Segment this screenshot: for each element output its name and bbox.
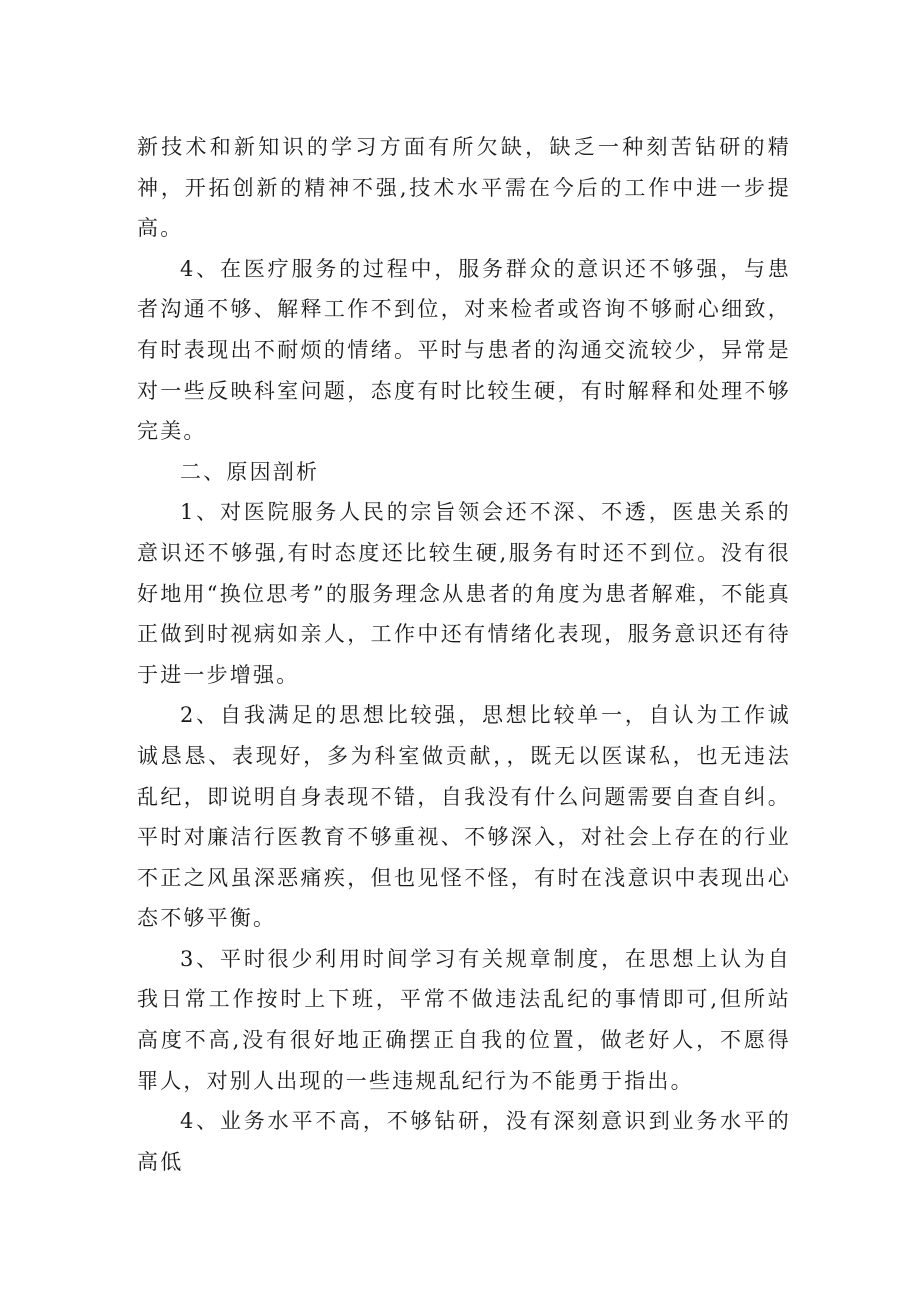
paragraph-item-4-service: 4、在医疗服务的过程中，服务群众的意识还不够强，与患者沟通不够、解释工作不到位，对来检者或咨询不够耐心细致，有时表现出不耐烦的情绪。平时与患者的沟通交流较少，异常是对一些反映科室问题，态度有时比较生硬，有时解释和处理不够完美。 (137, 256, 791, 444)
paragraph-continuation: 新技术和新知识的学习方面有所欠缺，缺乏一种刻苦钻研的精神，开拓创新的精神不强,技术水平需在今后的工作中进一步提高。 (137, 135, 791, 241)
paragraph-cause-2: 2、自我满足的思想比较强，思想比较单一，自认为工作诚诚恳恳、表现好，多为科室做贡献，，既无以医谋私，也无违法乱纪，即说明自身表现不错，自我没有什么问题需要自查自纠。平时对廉洁行医教育不够重视、不够深入，对社会上存在的行业不正之风虽深恶痛疾，但也见怪不怪，有时在浅意识中表现出心态不够平衡。 (137, 703, 791, 931)
paragraph-cause-4: 4、业务水平不高，不够钻研，没有深刻意识到业务水平的高低 (137, 1109, 791, 1174)
paragraph-cause-1: 1、对医院服务人民的宗旨领会还不深、不透，医患关系的意识还不够强,有时态度还比较生硬,服务有时还不到位。没有很好地用“换位思考”的服务理念从患者的角度为患者解难，不能真正做到时视病如亲人，工作中还有情绪化表现，服务意识还有待于进一步增强。 (137, 500, 791, 687)
paragraph-cause-3: 3、平时很少利用时间学习有关规章制度，在思想上认为自我日常工作按时上下班，平常不做违法乱纪的事情即可,但所站高度不高,没有很好地正确摆正自我的位置，做老好人，不愿得罪人，对别人出现的一些违规乱纪行为不能勇于指出。 (137, 946, 791, 1093)
section-heading-cause-analysis: 二、原因剖析 (180, 459, 320, 484)
document-body (137, 127, 791, 1182)
